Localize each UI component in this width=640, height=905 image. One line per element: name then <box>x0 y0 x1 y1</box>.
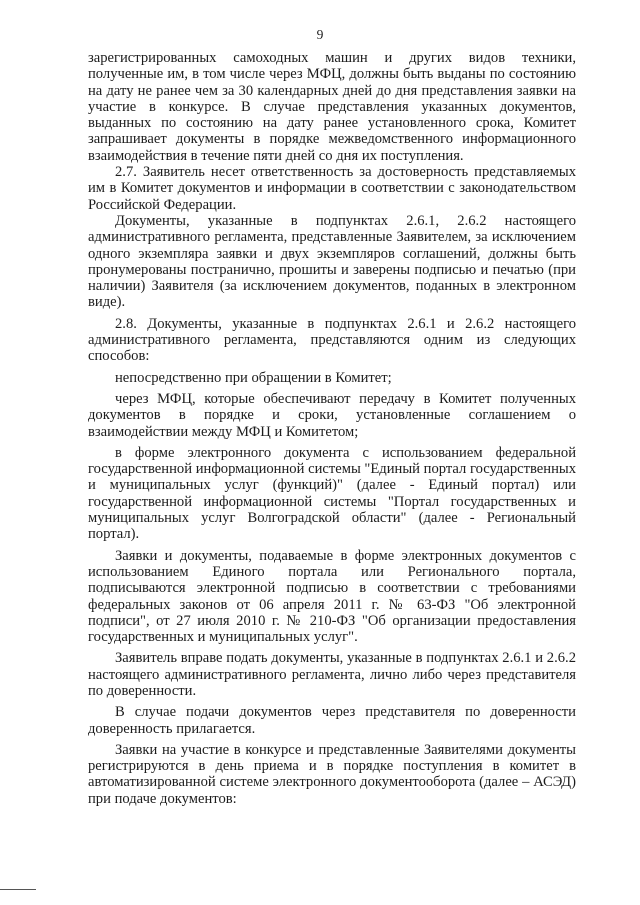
footer-rule <box>0 889 36 890</box>
paragraph: Документы, указанные в подпунктах 2.6.1, 2.6.2 настоящего административного регламента, представленные Заявителем, за исключением одного экземпляра заявки и двух экземпляров соглашений, должны быть пронумерованы постранично, прошиты и заверены подписью и печатью (при наличии) Заявителя (за исключением документов, поданных в электронном виде). <box>88 212 576 311</box>
paragraph: 2.8. Документы, указанные в подпунктах 2.6.1 и 2.6.2 настоящего административного регламента, представляются одним из следующих способов: <box>88 315 576 365</box>
paragraph: Заявитель вправе подать документы, указанные в подпунктах 2.6.1 и 2.6.2 настоящего административного регламента, лично либо через представителя по доверенности. <box>88 650 576 699</box>
document-body <box>88 50 576 807</box>
paragraph: 2.7. Заявитель несет ответственность за достоверность представляемых им в Комитет документов и информации в соответствии с законодательством Российской Федерации. <box>88 164 576 213</box>
paragraph: В случае подачи документов через представителя по доверенности доверенность прилагается. <box>88 704 576 737</box>
paragraph: в форме электронного документа с использованием федеральной государственной информационной системы "Единый портал государственных и муниципальных услуг (функций)" (далее - Единый портал) или государственной информационной системы "Портал государственных и муниципальных услуг Волгоградской области" (далее - Региональный портал). <box>88 444 576 543</box>
paragraph: Заявки и документы, подаваемые в форме электронных документов с использованием Единого портала или Регионального портала, подписываются электронной подписью в соответствии с требованиями федеральных законов от 06 апреля 2011 г. № 63-ФЗ "Об электронной подписи", от 27 июля 2010 г. № 210-ФЗ "Об организации предоставления государственных и муниципальных услуг". <box>88 547 576 646</box>
paragraph: зарегистрированных самоходных машин и других видов техники, полученные им, в том числе через МФЦ, должны быть выданы по состоянию на дату не ранее чем за 30 календарных дней до дня представления заявки на участие в конкурсе. В случае представления указанных документов, выданных по состоянию на дату ранее установленного срока, Комитет запрашивает документы в порядке межведомственного информационного взаимодействия в течение пяти дней со дня их поступления. <box>88 50 576 164</box>
page-number: 9 <box>316 27 324 42</box>
paragraph: Заявки на участие в конкурсе и представленные Заявителями документы регистрируются в день приема и в порядке поступления в комитет в автоматизированной системе электронного документооборота (далее – АСЭД) при подаче документов: <box>88 741 576 807</box>
paragraph: через МФЦ, которые обеспечивают передачу в Комитет полученных документов в порядке и сроки, установленные соглашением о взаимодействии между МФЦ и Комитетом; <box>88 390 576 440</box>
paragraph: непосредственно при обращении в Комитет; <box>115 369 392 386</box>
